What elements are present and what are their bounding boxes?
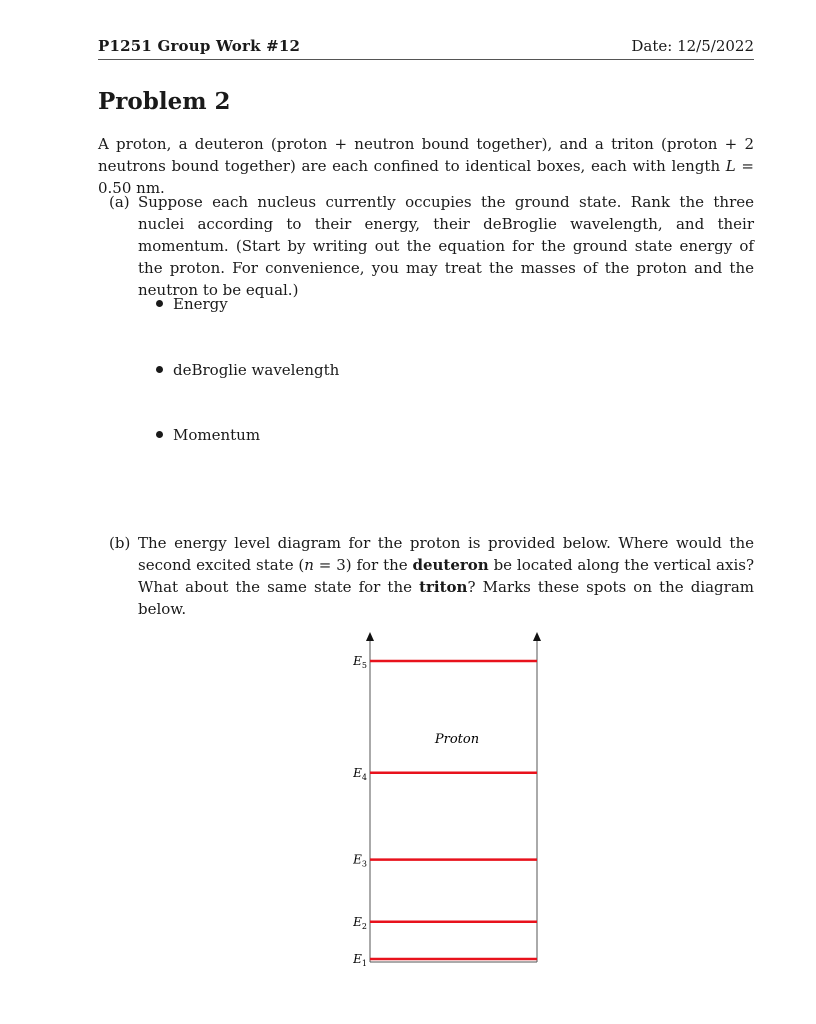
- energy-level-label-e5: $E_5$: [353, 654, 367, 670]
- part-b-text-2: = 3) for the: [313, 556, 413, 574]
- intro-paragraph: [98, 133, 754, 199]
- intro-text-1: A proton, a deuteron (proton + neutron bound together), and a triton (proton + 2 neutrons bound together) are each confined to identical boxes, each with length: [98, 135, 754, 175]
- part-b-text: [138, 532, 754, 620]
- box-label: Proton: [434, 732, 480, 747]
- bullet-dot: [156, 300, 163, 307]
- energy-level-label-e3: $E_3$: [353, 852, 367, 869]
- part-b-label: (b): [109, 534, 131, 552]
- bullet-debroglie: [156, 359, 339, 381]
- right-axis-arrow-icon: [533, 632, 541, 641]
- bullet-energy: [156, 293, 228, 315]
- length-symbol: L: [725, 157, 736, 175]
- energy-level-label-e2: $E_2$: [353, 914, 367, 931]
- course-title: P1251 Group Work #12: [98, 37, 301, 55]
- bullet-dot: [156, 366, 163, 373]
- part-b-text-3: be located along the vertical axis? What about the same state for the: [138, 556, 754, 596]
- energy-level-label-e1: $E_1$: [353, 952, 367, 968]
- part-b-text-1: The energy level diagram for the proton is provided below. Where would the second excited state (: [138, 534, 754, 574]
- left-axis-arrow-icon: [366, 632, 374, 641]
- intro-text-2: = 0.50 nm.: [98, 157, 754, 197]
- bullet-label: deBroglie wavelength: [173, 361, 340, 379]
- energy-level-label-e4: $E_4$: [353, 765, 367, 782]
- n-symbol: n: [304, 556, 314, 574]
- page-header: [98, 37, 754, 60]
- deuteron-bold: deuteron: [412, 556, 489, 574]
- bullet-dot: [156, 431, 163, 438]
- bullet-label: Energy: [173, 295, 228, 313]
- bullet-label: Momentum: [173, 426, 261, 444]
- triton-bold: triton: [419, 578, 468, 596]
- problem-title: Problem 2: [98, 88, 231, 115]
- date-label: Date: 12/5/2022: [631, 37, 754, 55]
- bullet-momentum: [156, 424, 260, 446]
- part-a-label: (a): [109, 193, 130, 211]
- part-a-text: Suppose each nucleus currently occupies the ground state. Rank the three nuclei according to their energy, their deBroglie wavelength, and their momentum. (Start by writing out the equation for the ground state energy of the proton. For convenience, you may treat the masses of the proton and the neutron to be equal.): [138, 193, 754, 299]
- part-b-text-4: ? Marks these spots on the diagram below.: [138, 578, 754, 618]
- energy-levels: [352, 654, 537, 968]
- energy-level-diagram: [330, 630, 550, 970]
